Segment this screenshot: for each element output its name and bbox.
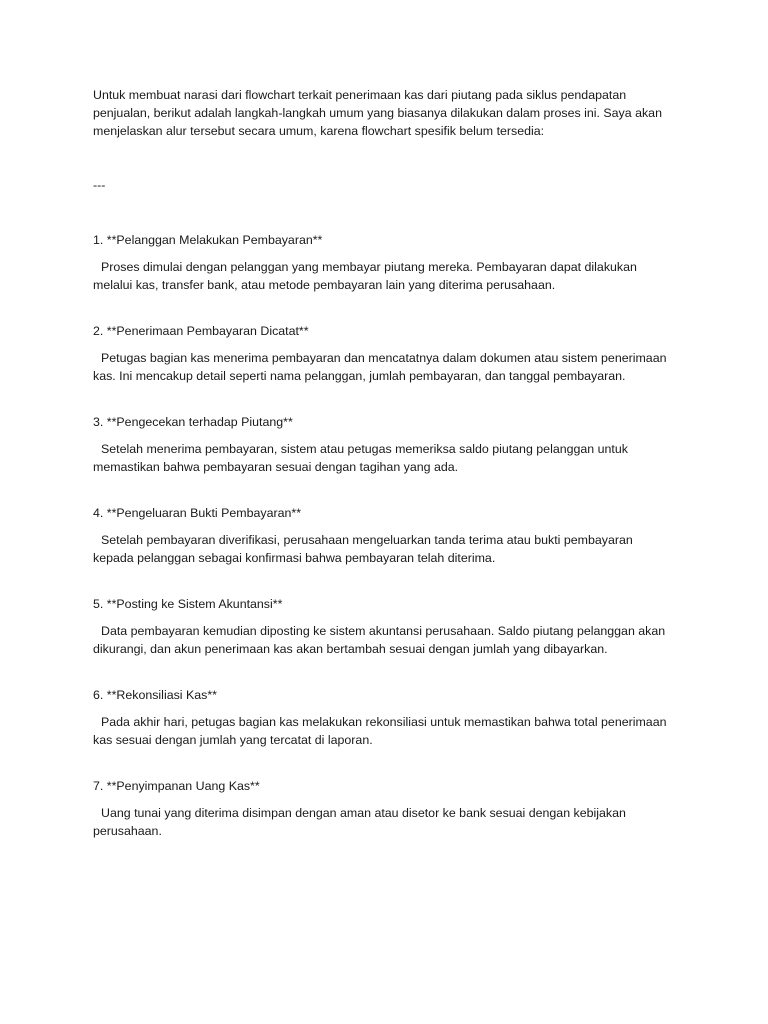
- step-item: [93, 595, 673, 658]
- step-title: 5. **Posting ke Sistem Akuntansi**: [93, 597, 283, 611]
- step-title: 7. **Penyimpanan Uang Kas**: [93, 779, 260, 793]
- step-title: 1. **Pelanggan Melakukan Pembayaran**: [93, 233, 323, 247]
- step-item: [93, 413, 673, 476]
- step-title: 6. **Rekonsiliasi Kas**: [93, 688, 217, 702]
- intro-paragraph: Untuk membuat narasi dari flowchart terkait penerimaan kas dari piutang pada siklus pendapatan penjualan, berikut adalah langkah-langkah umum yang biasanya dilakukan dalam proses ini. Saya akan menjelaskan alur tersebut secara umum, karena flowchart spesifik belum tersedia:: [93, 88, 662, 138]
- step-body: Uang tunai yang diterima disimpan dengan aman atau disetor ke bank sesuai dengan kebijakan perusahaan.: [93, 806, 626, 838]
- step-body: Proses dimulai dengan pelanggan yang membayar piutang mereka. Pembayaran dapat dilakukan melalui kas, transfer bank, atau metode pembayaran lain yang diterima perusahaan.: [93, 260, 637, 292]
- step-item: [93, 686, 673, 749]
- step-item: [93, 322, 673, 385]
- step-body: Pada akhir hari, petugas bagian kas melakukan rekonsiliasi untuk memastikan bahwa total penerimaan kas sesuai dengan jumlah yang tercatat di laporan.: [93, 715, 667, 747]
- document-content: [93, 86, 673, 838]
- step-body: Setelah pembayaran diverifikasi, perusahaan mengeluarkan tanda terima atau bukti pembayaran kepada pelanggan sebagai konfirmasi bahwa pembayaran telah diterima.: [93, 533, 633, 565]
- step-item: [93, 777, 673, 840]
- step-item: [93, 231, 673, 294]
- step-item: [93, 504, 673, 567]
- separator-line: ---: [93, 178, 106, 192]
- step-body: Data pembayaran kemudian diposting ke sistem akuntansi perusahaan. Saldo piutang pelanggan akan dikurangi, dan akun penerimaan kas akan bertambah sesuai dengan jumlah yang dibayarkan.: [93, 624, 666, 656]
- step-body: Petugas bagian kas menerima pembayaran dan mencatatnya dalam dokumen atau sistem penerimaan kas. Ini mencakup detail seperti nama pelanggan, jumlah pembayaran, dan tanggal pembayaran.: [93, 351, 667, 383]
- steps-list: [93, 231, 673, 840]
- step-title: 4. **Pengeluaran Bukti Pembayaran**: [93, 506, 302, 520]
- step-body: Setelah menerima pembayaran, sistem atau petugas memeriksa saldo piutang pelanggan untuk memastikan bahwa pembayaran sesuai dengan tagihan yang ada.: [93, 442, 628, 474]
- step-title: 2. **Penerimaan Pembayaran Dicatat**: [93, 324, 309, 338]
- step-title: 3. **Pengecekan terhadap Piutang**: [93, 415, 293, 429]
